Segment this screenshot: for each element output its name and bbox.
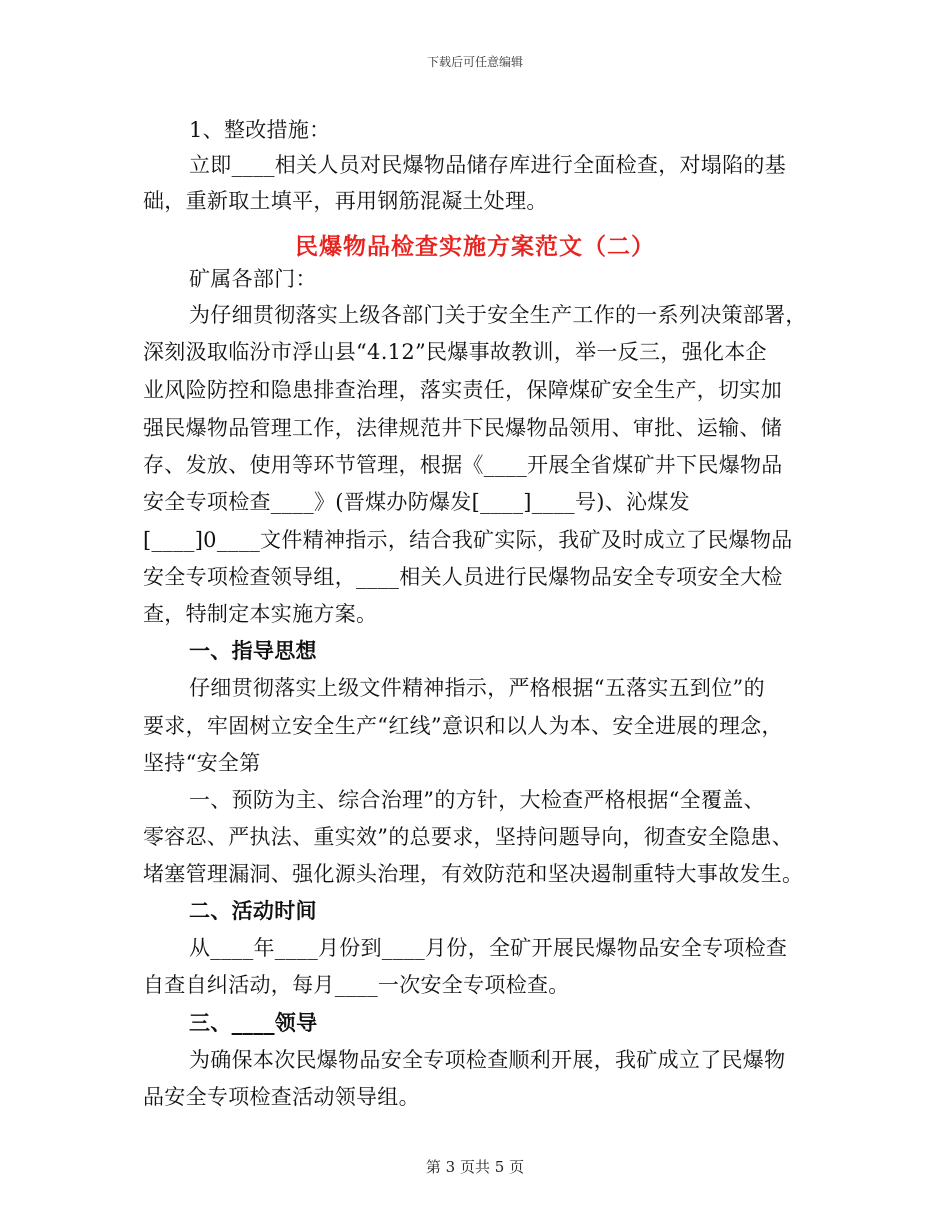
page-number: 第 3 页共 5 页	[425, 1158, 525, 1176]
section-heading-rectification: 1、整改措施：	[189, 118, 331, 142]
paragraph-line: 仔细贯彻落实上级文件精神指示，严格根据“五落实五到位”的	[189, 676, 765, 700]
section-heading-guiding-thought: 一、指导思想	[189, 638, 317, 663]
paragraph-line: 零容忍、严执法、重实效”的总要求，坚持问题导向，彻查安全隐患、	[143, 825, 794, 849]
section-heading-activity-time: 二、活动时间	[189, 898, 317, 923]
header-note: 下载后可任意编辑	[426, 55, 523, 69]
paragraph-line: 品安全专项检查活动领导组。	[143, 1085, 420, 1109]
paragraph-line: 堵塞管理漏洞、强化源头治理，有效防范和坚决遏制重特大事故发生。	[143, 862, 804, 886]
paragraph-line: 安全专项检查____》(晋煤办防爆发[____]____号)、沁煤发	[143, 490, 690, 514]
paragraph-line: 深刻汲取临汾市浮山县“4.12”民爆事故教训，举一反三，强化本企	[143, 340, 767, 364]
paragraph-line: 坚持“安全第	[143, 751, 261, 775]
paragraph-line: 一、预防为主、综合治理”的方针，大检查严格根据“全覆盖、	[189, 788, 765, 812]
paragraph-line: 查，特制定本实施方案。	[143, 602, 378, 626]
paragraph-line: 础，重新取土填平，再用钢筋混凝土处理。	[143, 189, 548, 213]
paragraph-line: 为确保本次民爆物品安全专项检查顺利开展，我矿成立了民爆物	[189, 1048, 786, 1072]
paragraph-line: 从____年____月份到____月份，全矿开展民爆物品安全专项检查	[189, 936, 788, 960]
paragraph-line: 安全专项检查领导组，____相关人员进行民爆物品安全专项安全大检	[143, 565, 783, 589]
paragraph-line: 立即____相关人员对民爆物品储存库进行全面检查，对塌陷的基	[189, 153, 786, 177]
paragraph-line: 强民爆物品管理工作，法律规范井下民爆物品领用、审批、运输、储	[143, 416, 782, 440]
paragraph-line: 自查自纠活动，每月____一次安全专项检查。	[143, 973, 570, 997]
paragraph-line: 存、发放、使用等环节管理，根据《____开展全省煤矿井下民爆物品	[143, 453, 783, 477]
document-title: 民爆物品检查实施方案范文（二）	[295, 233, 655, 260]
paragraph-line: 业风险防控和隐患排查治理，落实责任，保障煤矿安全生产，切实加	[143, 378, 782, 402]
salutation: 矿属各部门：	[189, 267, 317, 291]
paragraph-line: [____]0____文件精神指示，结合我矿实际，我矿及时成立了民爆物品	[143, 528, 793, 552]
paragraph-line: 为仔细贯彻落实上级各部门关于安全生产工作的一系列决策部署，	[189, 303, 807, 327]
section-heading-leadership: 三、____领导	[189, 1010, 318, 1035]
paragraph-line: 要求，牢固树立安全生产“红线”意识和以人为本、安全进展的理念，	[143, 714, 783, 738]
